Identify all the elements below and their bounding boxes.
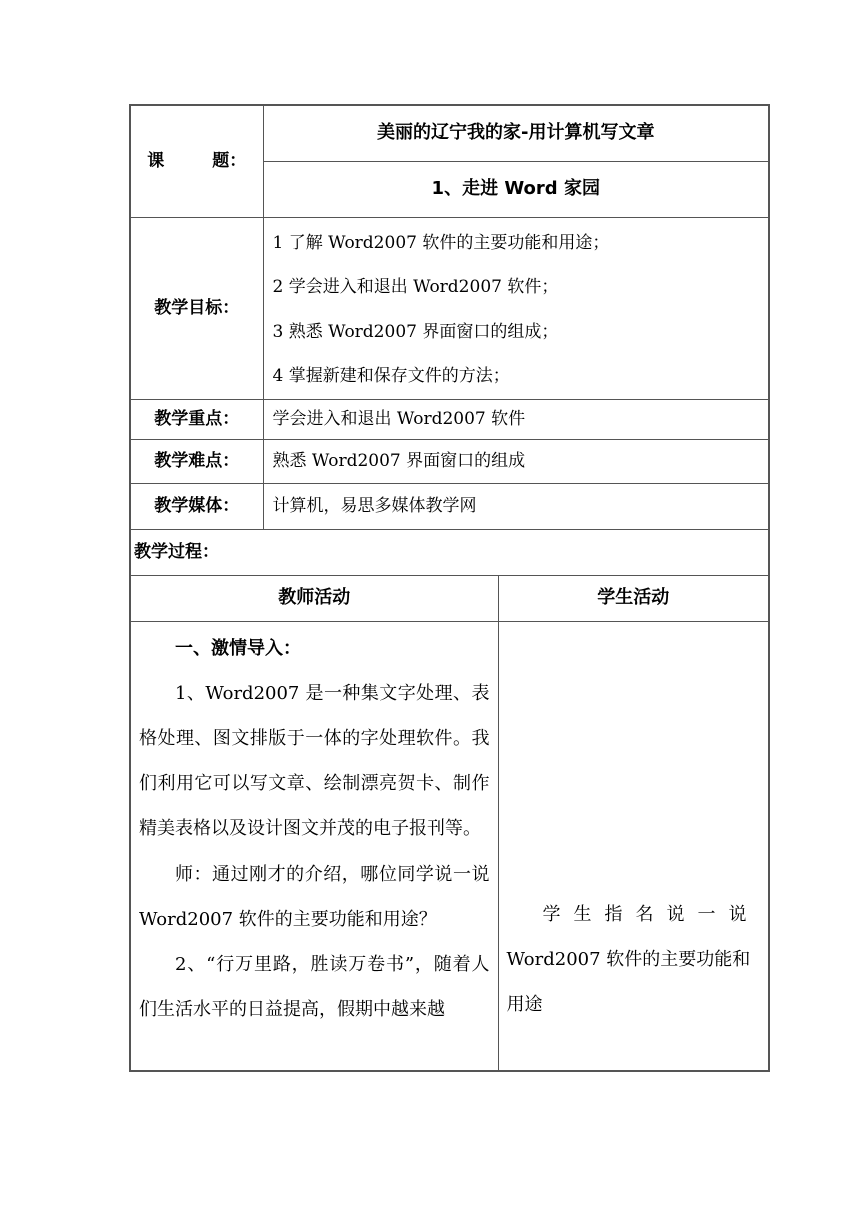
teacher-paragraph-1: 1、Word2007 是一种集文字处理、表格处理、图文排版于一体的字处理软件。我们利用它可以写文章、绘制漂亮贺卡、制作精美表格以及设计图文并茂的电子报刊等。 — [139, 682, 490, 840]
lesson-plan-table — [129, 104, 770, 1072]
media-label: 教学媒体： — [130, 483, 263, 529]
key-point-value: 学会进入和退出 Word2007 软件 — [263, 399, 769, 439]
student-text-line-2: Word2007 软件的主要功能和用途 — [506, 948, 751, 1015]
media-value: 计算机，易思多媒体教学网 — [263, 483, 769, 529]
teacher-activity-cell — [130, 621, 498, 1071]
key-point-row — [130, 399, 769, 439]
student-activity-cell — [498, 621, 769, 1071]
goals-label: 教学目标： — [130, 217, 263, 399]
student-text-line-1: 学生指名说一说 — [542, 903, 760, 925]
media-row — [130, 483, 769, 529]
topic-label-right: 题： — [212, 150, 247, 171]
goal-item: 4 掌握新建和保存文件的方法； — [272, 366, 510, 386]
topic-row — [130, 105, 769, 161]
difficulty-row — [130, 439, 769, 483]
student-paragraph — [507, 892, 761, 937]
key-point-label: 教学重点： — [130, 399, 263, 439]
teacher-activity-header: 教师活动 — [130, 575, 498, 621]
section-heading: 一、激情导入： — [175, 637, 301, 659]
topic-label — [147, 150, 247, 171]
teacher-paragraph-3: 2、“行万里路，胜读万卷书”，随着人们生活水平的日益提高，假期中越来越 — [139, 953, 490, 1021]
goals-row — [130, 217, 769, 399]
topic-label-left: 课 — [147, 150, 165, 171]
activity-header-row — [130, 575, 769, 621]
lesson-title: 美丽的辽宁我的家-用计算机写文章 — [263, 105, 769, 161]
lesson-subtitle: 1、走进 Word 家园 — [263, 161, 769, 217]
difficulty-label: 教学难点： — [130, 439, 263, 483]
difficulty-value: 熟悉 Word2007 界面窗口的组成 — [263, 439, 769, 483]
student-activity-header: 学生活动 — [498, 575, 769, 621]
goal-item: 2 学会进入和退出 Word2007 软件； — [272, 277, 559, 297]
goal-item: 3 熟悉 Word2007 界面窗口的组成； — [272, 321, 559, 342]
process-row — [130, 529, 769, 575]
goals-list — [263, 217, 769, 399]
topic-label-cell — [130, 105, 263, 217]
activity-content-row — [130, 621, 769, 1071]
goal-item: 1 了解 Word2007 软件的主要功能和用途； — [272, 232, 610, 253]
teacher-paragraph-2: 师：通过刚才的介绍，哪位同学说一说 Word2007 软件的主要功能和用途？ — [139, 863, 490, 930]
process-label: 教学过程： — [130, 529, 769, 575]
